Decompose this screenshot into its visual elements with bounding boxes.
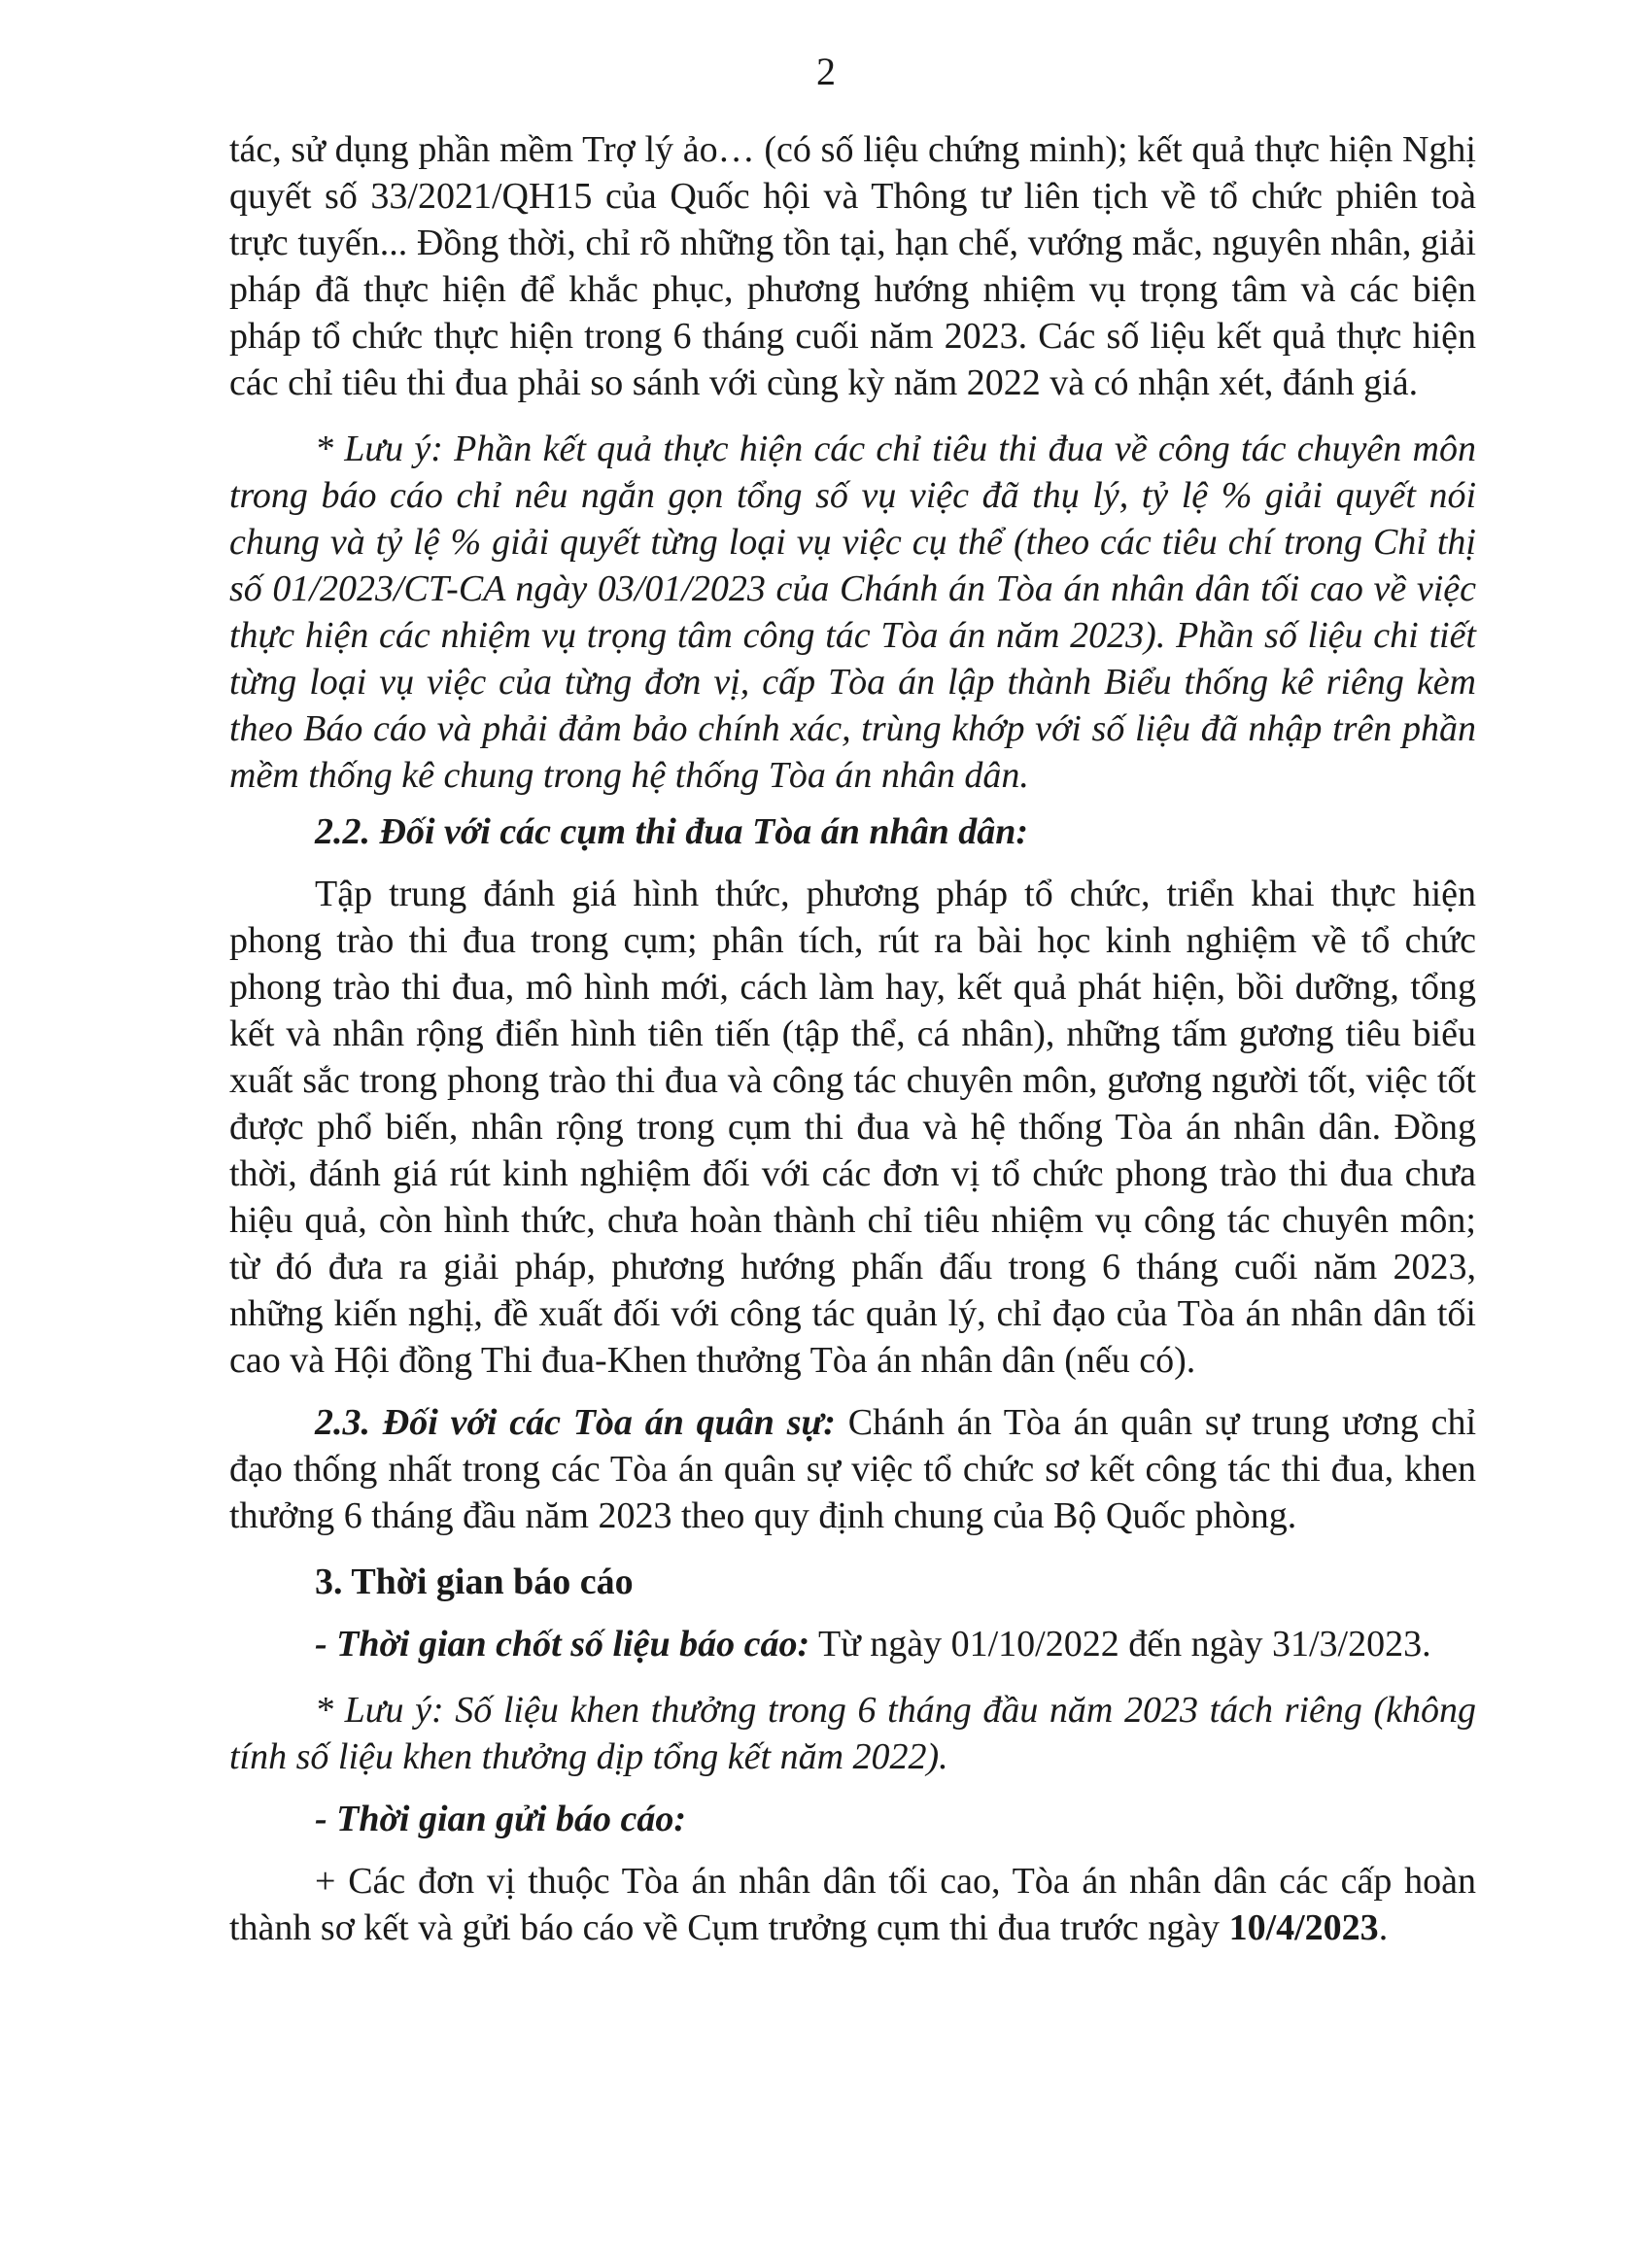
note-paragraph: * Lưu ý: Phần kết quả thực hiện các chỉ tiêu thi đua về công tác chuyên môn trong báo cáo chỉ nêu ngắn gọn tổng số vụ việc đã thụ lý, tỷ lệ % giải quyết nói chung và tỷ lệ % giải quyết từng loại vụ việc cụ thể (theo các tiêu chí trong Chỉ thị số 01/2023/CT-CA ngày 03/01/2023 của Chánh án Tòa án nhân dân tối cao về việc thực hiện các nhiệm vụ trọng tâm công tác Tòa án năm 2023). Phần số liệu chi tiết từng loại vụ việc của từng đơn vị, cấp Tòa án lập thành Biểu thống kê riêng kèm theo Báo cáo và phải đảm bảo chính xác, trùng khớp với số liệu đã nhập trên phần mềm thống kê chung trong hệ thống Tòa án nhân dân. — [229, 429, 1476, 796]
send-deadline-date: 10/4/2023 — [1228, 1907, 1379, 1948]
note-paragraph-2: * Lưu ý: Số liệu khen thưởng trong 6 tháng đầu năm 2023 tách riêng (không tính số liệu khen thưởng dịp tổng kết năm 2022). — [229, 1690, 1476, 1777]
cutoff-time-text: Từ ngày 01/10/2022 đến ngày 31/3/2023. — [809, 1624, 1431, 1664]
send-deadline-end: . — [1378, 1907, 1389, 1948]
document-body — [229, 126, 1476, 1956]
military-courts-text: Chánh án Tòa án quân sự trung ương chỉ đạo thống nhất trong các Tòa án quân sự việc tổ chức sơ kết công tác thi đua, khen thưởng 6 tháng đầu năm 2023 theo quy định chung của Bộ Quốc phòng. — [229, 1402, 1476, 1536]
send-deadline-text: + Các đơn vị thuộc Tòa án nhân dân tối cao, Tòa án nhân dân các cấp hoàn thành sơ kết và gửi báo cáo về Cụm trưởng cụm thi đua trước ngày — [229, 1861, 1476, 1948]
send-time-label: - Thời gian gửi báo cáo: — [315, 1799, 686, 1839]
paragraph-military-courts — [229, 1399, 1476, 1539]
page-number: 2 — [816, 50, 836, 93]
paragraph-emulation-clusters: Tập trung đánh giá hình thức, phương pháp tổ chức, triển khai thực hiện phong trào thi đua trong cụm; phân tích, rút ra bài học kinh nghiệm về tổ chức phong trào thi đua, mô hình mới, cách làm hay, kết quả phát hiện, bồi dưỡng, tổng kết và nhân rộng điển hình tiên tiến (tập thể, cá nhân), những tấm gương tiêu biểu xuất sắc trong phong trào thi đua và công tác chuyên môn, gương người tốt, việc tốt được phổ biến, nhân rộng trong cụm thi đua và hệ thống Tòa án nhân dân. Đồng thời, đánh giá rút kinh nghiệm đối với các đơn vị tổ chức phong trào thi đua chưa hiệu quả, còn hình thức, chưa hoàn thành chỉ tiêu nhiệm vụ công tác chuyên môn; từ đó đưa ra giải pháp, phương hướng phấn đấu trong 6 tháng cuối năm 2023, những kiến nghị, đề xuất đối với công tác quản lý, chỉ đạo của Tòa án nhân dân tối cao và Hội đồng Thi đua-Khen thưởng Tòa án nhân dân (nếu có). — [229, 874, 1476, 1381]
section-heading-2-2: 2.2. Đối với các cụm thi đua Tòa án nhân dân: — [315, 811, 1029, 852]
section-heading-2-3: 2.3. Đối với các Tòa án quân sự: — [315, 1402, 836, 1443]
paragraph-continuation: tác, sử dụng phần mềm Trợ lý ảo… (có số liệu chứng minh); kết quả thực hiện Nghị quyết số 33/2021/QH15 của Quốc hội và Thông tư liên tịch về tổ chức phiên toà trực tuyến... Đồng thời, chỉ rõ những tồn tại, hạn chế, vướng mắc, nguyên nhân, giải pháp đã thực hiện để khắc phục, phương hướng nhiệm vụ trọng tâm và các biện pháp tổ chức thực hiện trong 6 tháng cuối năm 2023. Các số liệu kết quả thực hiện các chỉ tiêu thi đua phải so sánh với cùng kỳ năm 2022 và có nhận xét, đánh giá. — [229, 129, 1476, 403]
paragraph-cutoff-time — [229, 1621, 1476, 1667]
cutoff-time-label: - Thời gian chốt số liệu báo cáo: — [315, 1624, 810, 1664]
paragraph-send-deadline — [229, 1858, 1476, 1951]
section-heading-3: 3. Thời gian báo cáo — [315, 1561, 634, 1602]
